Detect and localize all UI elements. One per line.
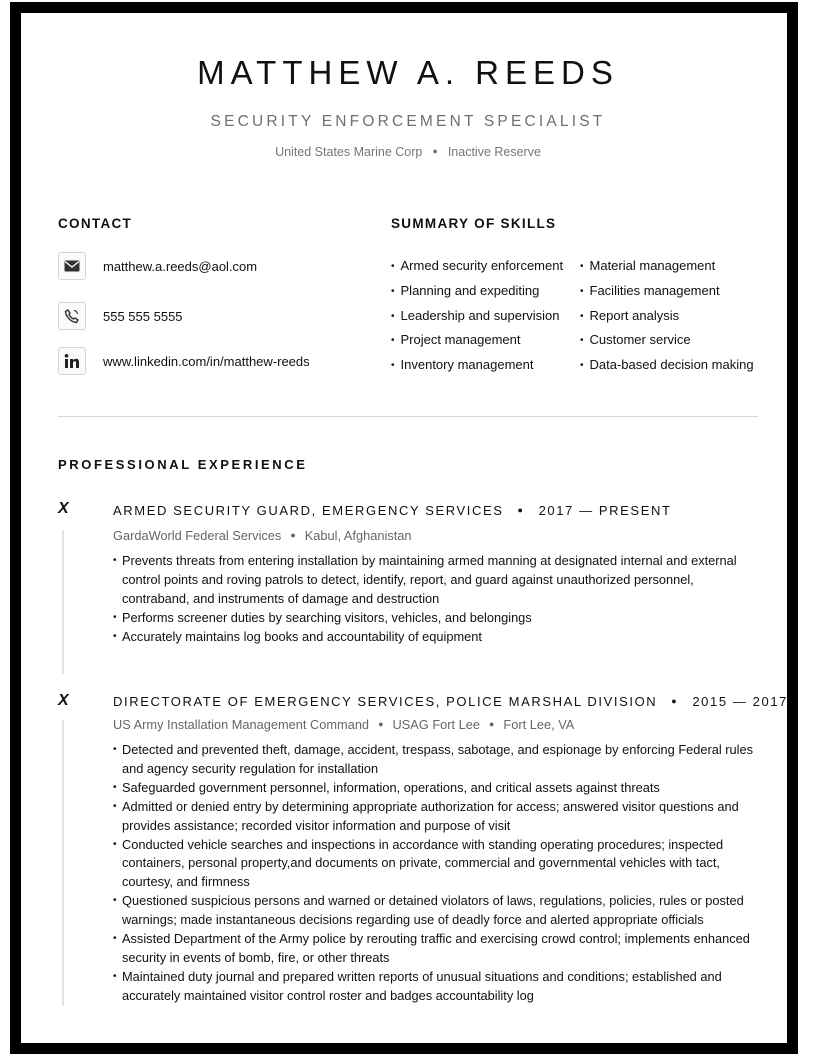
employer: GardaWorld Federal Services	[113, 528, 282, 543]
job-title	[113, 694, 788, 709]
section-divider	[58, 416, 758, 417]
duty-item: • Prevents threats from entering installation by maintaining armed manning at designated internal and external control points and roving patrols to detect, identify, report, and guard against unauthorized personnel, contraband, and instruments of damage and destruction	[113, 552, 753, 609]
duty-item: • Accurately maintains log books and accountability of equipment	[113, 628, 753, 647]
separator-dot: ●	[378, 719, 384, 729]
skill-item: • Planning and expediting	[391, 279, 576, 304]
job-dates: 2017 — PRESENT	[538, 503, 672, 518]
skill-item: • Data-based decision making	[580, 353, 770, 378]
phone-number[interactable]: 555 555 5555	[103, 308, 183, 324]
affiliation-line	[0, 145, 816, 159]
contact-heading: CONTACT	[58, 216, 133, 231]
employer: US Army Installation Management Command	[113, 717, 370, 732]
job-duties	[113, 741, 753, 1006]
job-timeline	[62, 720, 64, 1006]
candidate-role: SECURITY ENFORCEMENT SPECIALIST	[210, 113, 606, 130]
duty-item: • Conducted vehicle searches and inspections in accordance with standing operating procedures; inspected containers, personal property,and documents on private, commercial and governmental vehicles with tact, courtesy, and firmness	[113, 836, 753, 893]
duty-item: • Maintained duty journal and prepared written reports of unusual situations and conditions; established and accurately maintained visitor control roster and badges accountability log	[113, 968, 753, 1006]
linkedin-icon	[58, 347, 86, 375]
separator-dot: ●	[671, 696, 679, 706]
skill-item: • Armed security enforcement	[391, 254, 576, 279]
duty-item: • Admitted or denied entry by determining appropriate authorization for access; answered visitor questions and provides assistance; recorded visitor information and purpose of visit	[113, 798, 753, 836]
linkedin-link[interactable]: www.linkedin.com/in/matthew-reeds	[103, 353, 310, 369]
job-location: Kabul, Afghanistan	[304, 528, 412, 543]
job-marker-icon: X	[58, 692, 69, 709]
duty-item: • Assisted Department of the Army police by rerouting traffic and exercising crowd control; implements enhanced security in events of bomb, fire, or other threats	[113, 930, 753, 968]
reserve-status: Inactive Reserve	[447, 145, 541, 159]
job-position: ARMED SECURITY GUARD, EMERGENCY SERVICES	[113, 503, 504, 518]
experience-heading: PROFESSIONAL EXPERIENCE	[58, 457, 308, 472]
job-dates: 2015 — 2017	[692, 694, 789, 709]
job-marker-icon: X	[58, 500, 69, 517]
contact-phone-row	[58, 301, 183, 331]
skill-item: • Inventory management	[391, 353, 576, 378]
skill-item: • Material management	[580, 254, 770, 279]
skill-item: • Project management	[391, 328, 576, 353]
contact-email-row	[58, 251, 257, 281]
duty-item: • Detected and prevented theft, damage, accident, trespass, sabotage, and espionage by enforcing Federal rules and agency security regulation for installation	[113, 741, 753, 779]
job-organization	[113, 717, 574, 732]
affiliation: United States Marine Corp	[275, 145, 423, 159]
separator-dot: ●	[432, 146, 438, 156]
email-icon	[58, 252, 86, 280]
phone-icon	[58, 302, 86, 330]
skill-item: • Customer service	[580, 328, 770, 353]
candidate-name: MATTHEW A. REEDS	[197, 54, 619, 91]
separator-dot: ●	[488, 719, 495, 729]
skills-heading: SUMMARY OF SKILLS	[391, 216, 557, 231]
skill-item: • Leadership and supervision	[391, 304, 576, 329]
contact-linkedin-row	[58, 346, 310, 376]
job-title	[113, 503, 672, 518]
job-duties	[113, 552, 753, 647]
duty-item: • Questioned suspicious persons and warned or detained violators of laws, regulations, policies, rules or posted warnings; made instantaneous decisions regarding use of deadly force and alerted appropriate officials	[113, 892, 753, 930]
job-position: DIRECTORATE OF EMERGENCY SERVICES, POLICE MARSHAL DIVISION	[113, 694, 658, 709]
separator-dot: ●	[517, 505, 525, 515]
job-location: Fort Lee, VA	[503, 717, 575, 732]
installation: USAG Fort Lee	[392, 717, 480, 732]
skill-item: • Report analysis	[580, 304, 770, 329]
duty-item: • Safeguarded government personnel, information, operations, and critical assets against threats	[113, 779, 753, 798]
duty-item: • Performs screener duties by searching visitors, vehicles, and belongings	[113, 609, 753, 628]
skills-list-left	[391, 254, 576, 378]
skill-item: • Facilities management	[580, 279, 770, 304]
separator-dot: ●	[290, 530, 296, 540]
job-timeline	[62, 530, 64, 674]
skills-list-right	[580, 254, 770, 378]
job-organization	[113, 528, 412, 543]
email-link[interactable]: matthew.a.reeds@aol.com	[103, 258, 258, 274]
